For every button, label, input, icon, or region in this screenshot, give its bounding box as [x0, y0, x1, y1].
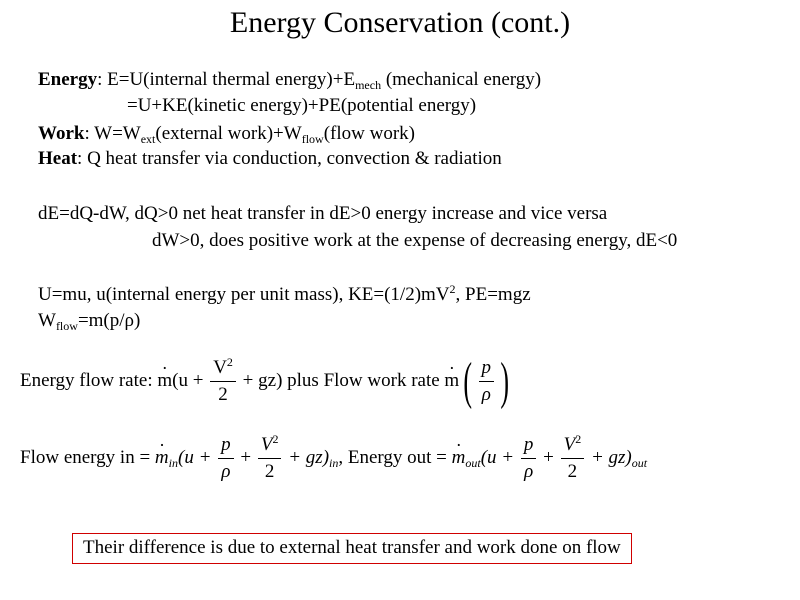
u-term-out: (u +	[480, 446, 515, 468]
m-dot-2: · m	[444, 370, 459, 392]
v-squared-sup: 2	[449, 282, 456, 296]
p-symbol: p	[479, 355, 495, 382]
defs-text-a: U=mu, u(internal energy per unit mass), KE=(1/2)mV	[38, 284, 450, 305]
v2-over-2-out	[561, 432, 585, 485]
energy-line-1	[38, 69, 541, 91]
gz-out: + gz)	[590, 446, 632, 468]
v-out: V	[563, 434, 576, 455]
two-out: 2	[567, 461, 578, 482]
ext-subscript: ext	[140, 132, 156, 146]
defs-text-b: , PE=mgz	[455, 284, 531, 305]
de-line-1: dE=dQ-dW, dQ>0 net heat transfer in dE>0 energy increase and vice versa	[38, 203, 608, 224]
v-squared-over-2	[210, 355, 236, 408]
v-in-sup: 2	[272, 432, 279, 446]
denominator-2: 2	[218, 384, 228, 405]
v-in: V	[260, 434, 273, 455]
v-sup: 2	[226, 355, 233, 369]
two-in: 2	[264, 461, 275, 482]
work-text-b: (external work)+W	[155, 123, 302, 144]
rho-symbol: ρ	[481, 384, 491, 405]
in-subscript: in	[168, 455, 178, 470]
wflow-subscript: flow	[55, 319, 78, 333]
gz-in: + gz)	[288, 446, 330, 468]
left-paren: (	[463, 352, 473, 410]
plus-sign: +	[240, 446, 252, 468]
energy-out-label: Energy out =	[347, 446, 447, 468]
m-dot: · m	[157, 370, 172, 392]
m-dot-out: · m	[452, 447, 466, 469]
flow-rate-open: (u +	[172, 369, 204, 391]
v2-over-2-in	[258, 432, 282, 485]
gz-out-subscript: out	[631, 455, 648, 470]
energy-line-2: =U+KE(kinetic energy)+PE(potential energy)	[127, 95, 477, 116]
plus-sign-out: +	[543, 446, 554, 468]
flow-rate-label: Energy flow rate:	[20, 369, 153, 391]
flow-work-label: plus Flow work rate	[287, 369, 440, 391]
p-over-rho-in	[218, 432, 234, 485]
flow-energy-equation	[20, 432, 647, 485]
energy-label: Energy	[38, 69, 98, 90]
comma: ,	[338, 446, 344, 468]
u-term: (u +	[178, 446, 212, 468]
work-label: Work	[38, 123, 85, 144]
m-dot-in: · m	[155, 447, 169, 469]
flow-energy-in-label: Flow energy in =	[20, 446, 151, 468]
rho-out: ρ	[524, 461, 534, 482]
v-out-sup: 2	[575, 432, 582, 446]
p-over-rho	[479, 355, 495, 408]
defs-line-2	[38, 310, 140, 332]
energy-flow-rate-equation	[20, 352, 513, 410]
work-text-a: : W=W	[84, 123, 141, 144]
v-symbol: V	[213, 357, 227, 378]
heat-label: Heat	[38, 148, 78, 169]
p-out: p	[521, 432, 537, 459]
p-over-rho-out	[521, 432, 537, 485]
work-line	[38, 123, 415, 145]
flow-subscript: flow	[301, 132, 324, 146]
gz-in-subscript: in	[329, 455, 339, 470]
heat-text: : Q heat transfer via conduction, convection & radiation	[77, 148, 502, 169]
energy-text-tail: (mechanical energy)	[381, 69, 542, 90]
work-text-c: (flow work)	[323, 123, 415, 144]
right-paren: )	[500, 352, 510, 410]
flow-rate-close: + gz)	[242, 369, 283, 391]
mech-subscript: mech	[355, 78, 382, 92]
out-subscript: out	[465, 455, 481, 470]
energy-text: : E=U(internal thermal energy)+E	[97, 69, 356, 90]
slide-title: Energy Conservation (cont.)	[229, 6, 571, 39]
defs-line-1	[38, 284, 531, 306]
wflow-text: =m(p/ρ)	[77, 310, 141, 331]
rho-in: ρ	[221, 461, 231, 482]
de-line-2: dW>0, does positive work at the expense of decreasing energy, dE<0	[152, 230, 678, 251]
wflow-w: W	[38, 310, 56, 331]
difference-note-box: Their difference is due to external heat transfer and work done on flow	[72, 533, 632, 564]
p-in: p	[218, 432, 234, 459]
heat-line	[38, 148, 502, 170]
